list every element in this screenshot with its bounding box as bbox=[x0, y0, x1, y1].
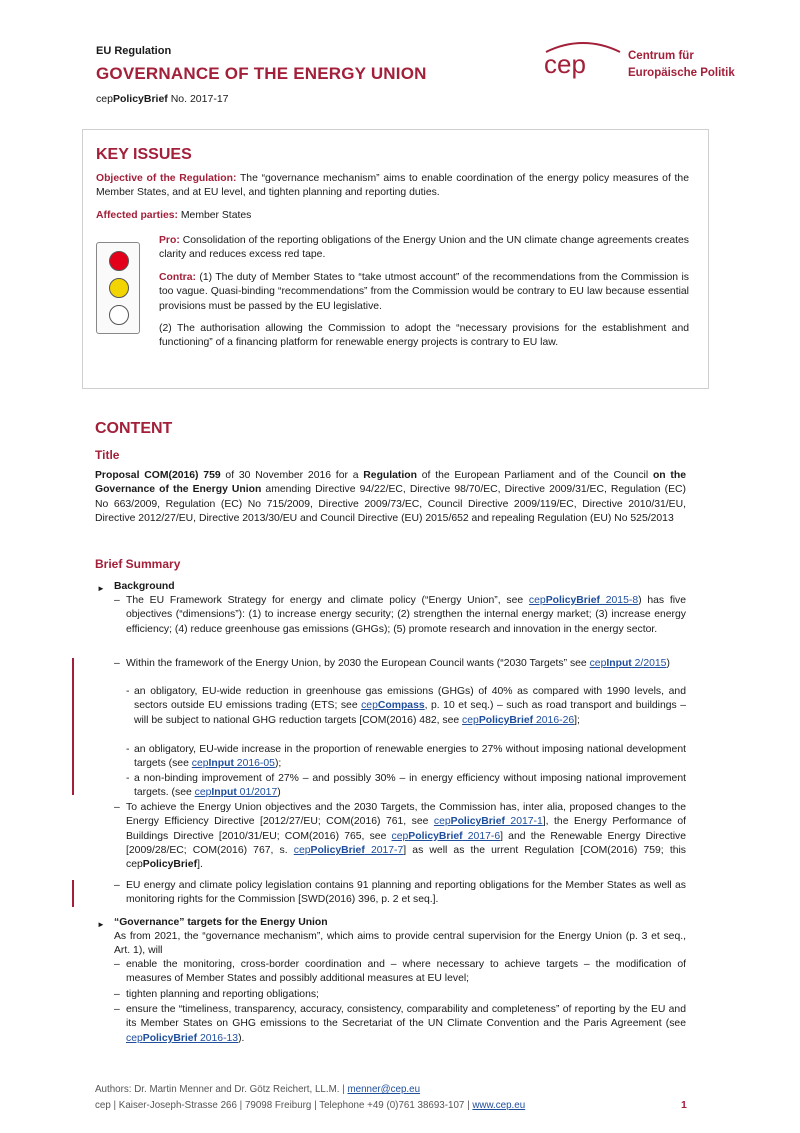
target-item-1: an obligatory, EU-wide reduction in greenhouse gas emissions (GHGs) of 40% as compared with 1990 levels, and sectors outside EU emissions trading (ETS; see cepCompass, p. 10 et seq.) – such as road transport and buildings – will be subject to national GHG reduction targets [COM(2016) 482, see cepPolicyBrief 2016-26]; bbox=[134, 686, 686, 726]
contra-paragraph-2: (2) The authorisation allowing the Commission to adopt the “necessary provisions for the establishment and functioning” of a financing platform for renewable energy projects is contrary to EU law. bbox=[159, 323, 689, 349]
page-header bbox=[96, 42, 756, 112]
footer-address: cep | Kaiser-Joseph-Strasse 266 | 79098 Freiburg | Telephone +49 (0)761 38693-107 | www.cep.eu bbox=[95, 1099, 526, 1111]
input-2-2015-link[interactable]: cepInput 2/2015 bbox=[589, 658, 667, 669]
background-item-3: To achieve the Energy Union objectives and the 2030 Targets, the Commission has, inter alia, proposed changes to the Energy Efficiency Directive [2012/27/EU; COM(2016) 761, see cepPolicyBrief 2017-1], the Energy Performance of Buildings Directive [2010/31/EU; COM(2016) 765, see cepPolicyBrief 2017-6] and the Renewable Energy Directive [2009/28/EC; COM(2016) 767, s. cepPolicyBrief 2017-7] as well as the urrent Regulation [COM(2016) 759; this cepPolicyBrief]. bbox=[126, 802, 687, 871]
governance-intro: As from 2021, the “governance mechanism”, which aims to provide central supervision for the Energy Union (p. 3 et seq., Art. 1), will bbox=[114, 931, 686, 957]
title-subheading: Title bbox=[95, 448, 120, 462]
bullet-triangle-icon: ► bbox=[97, 584, 105, 593]
yellow-light-icon bbox=[109, 278, 129, 298]
sub-bullet: - bbox=[126, 773, 130, 784]
page-footer bbox=[95, 1082, 695, 1113]
page-number: 1 bbox=[681, 1099, 687, 1111]
dash-bullet: – bbox=[114, 959, 120, 970]
policybrief-2017-7-link[interactable]: cepPolicyBrief 2017-7 bbox=[293, 845, 404, 857]
series-label: cepPolicyBrief No. 2017-17 bbox=[96, 93, 229, 105]
target-item-3: a non-binding improvement of 27% – and possibly 30% – in energy efficiency without imposing national improvement targets. (see cepInput 01/2017) bbox=[134, 773, 686, 799]
governance-item-3: ensure the “timeliness, transparency, accuracy, consistency, comparability and completeness” of reporting by the EU and its Member States on GHG emissions to the Secretariat of the UN Climate Convention and the Paris Agreement (see cepPolicyBrief 2016-13). bbox=[126, 1004, 686, 1044]
title-paragraph: Proposal COM(2016) 759 of 30 November 2016 for a Regulation of the European Parliament and of the Council on the Governance of the Energy Union amending Directive 94/22/EC, Directive 98/70/EC, Directive 2009/31/EC, Regulation (EC) No 663/2009, Regulation (EC) No 715/2009, Directive 2009/73/EC, Council Directive 2009/119/EC, Directive 2010/31/EU, Directive 2012/27/EU, Directive 2013/30/EU and Council Directive (EU) 2015/652 and repealing Regulation (EU) No 525/2013 bbox=[95, 470, 686, 525]
red-light-icon bbox=[109, 251, 129, 271]
background-item-4: EU energy and climate policy legislation contains 91 planning and reporting obligations for the Member States as well as monitoring rights for the Commission [SWD(2016) 396, p. 2 et seq.]. bbox=[126, 880, 686, 906]
governance-heading: “Governance” targets for the Energy Union bbox=[114, 917, 328, 928]
cep-logo-text: Centrum für Europäische Politik bbox=[628, 50, 735, 80]
background-item-2: Within the framework of the Energy Union, by 2030 the European Council wants (“2030 Targets” see cepInput 2/2015) bbox=[126, 658, 670, 669]
document-kicker: EU Regulation bbox=[96, 45, 172, 57]
policybrief-2017-6-link[interactable]: cepPolicyBrief 2017-6 bbox=[391, 830, 501, 842]
dash-bullet: – bbox=[114, 989, 120, 1000]
contra-paragraph: Contra: (1) The duty of Member States to “take utmost account” of the recommendations from the Commission is too vague. Quasi-binding “recommendations” from the Commission would be contrary to EU law because essential provisions must be passed by the EU legislative. bbox=[159, 272, 689, 312]
dash-bullet: – bbox=[114, 802, 120, 813]
background-item-1: The EU Framework Strategy for energy and climate policy (“Energy Union”, see cepPolicyBrief 2015-8) has five objectives (“dimensions”): (1) to increase energy security; (2) strengthen the internal energy market; (3) increase energy efficiency; (4) reduce greenhouse gas emissions (GHGs); (5) promote research and innovation in the energy sector. bbox=[126, 595, 687, 635]
dash-bullet: – bbox=[114, 880, 120, 891]
document-title: GOVERNANCE OF THE ENERGY UNION bbox=[96, 64, 427, 83]
sub-bullet: - bbox=[126, 744, 130, 755]
affected-parties-paragraph: Affected parties: Member States bbox=[96, 210, 252, 221]
key-issues-box bbox=[82, 129, 709, 389]
compass-link[interactable]: cepCompass bbox=[361, 700, 425, 712]
objective-paragraph: Objective of the Regulation: The “governance mechanism” aims to enable coordination of the energy policy measures of the Member States, and at EU level, and tighten planning and reporting duties. bbox=[96, 173, 689, 199]
policybrief-2016-13-link[interactable]: cepPolicyBrief 2016-13 bbox=[126, 1032, 239, 1044]
key-issues-title: KEY ISSUES bbox=[96, 146, 192, 163]
footer-authors: Authors: Dr. Martin Menner and Dr. Götz Reichert, LL.M. | menner@cep.eu bbox=[95, 1084, 421, 1095]
dash-bullet: – bbox=[114, 658, 120, 669]
dash-bullet: – bbox=[114, 595, 120, 606]
content-title: CONTENT bbox=[95, 420, 173, 437]
traffic-light-icon bbox=[96, 242, 140, 334]
policybrief-2016-26-link[interactable]: cepPolicyBrief 2016-26 bbox=[462, 714, 575, 726]
policybrief-2015-8-link[interactable]: cepPolicyBrief 2015-8 bbox=[528, 595, 639, 606]
white-light-icon bbox=[109, 305, 129, 325]
input-2016-05-link[interactable]: cepInput 2016-05 bbox=[191, 758, 275, 770]
email-link[interactable]: menner@cep.eu bbox=[347, 1084, 421, 1095]
pro-paragraph: Pro: Consolidation of the reporting obligations of the Energy Union and the UN climate change agreements creates clarity and reduces excess red tape. bbox=[159, 235, 689, 261]
governance-item-2: tighten planning and reporting obligations; bbox=[126, 989, 319, 1000]
cep-logo-mark bbox=[540, 42, 624, 82]
target-item-2: an obligatory, EU-wide increase in the proportion of renewable energies to 27% without imposing national development targets (see cepInput 2016-05); bbox=[134, 744, 686, 770]
dash-bullet: – bbox=[114, 1004, 120, 1015]
policybrief-2017-1-link[interactable]: cepPolicyBrief 2017-1 bbox=[433, 816, 543, 828]
input-01-2017-link[interactable]: cepInput 01/2017 bbox=[194, 787, 278, 799]
governance-item-1: enable the monitoring, cross-border coordination and – where necessary to achieve targets – the modification of measures of Member States and possibly additional measures at EU level; bbox=[126, 959, 686, 985]
change-margin-bar bbox=[72, 880, 74, 907]
cep-logo bbox=[540, 42, 756, 82]
sub-bullet: - bbox=[126, 686, 130, 697]
svg-text:cep: cep bbox=[544, 49, 586, 79]
brief-summary-subheading: Brief Summary bbox=[95, 557, 181, 571]
background-heading: Background bbox=[114, 581, 175, 592]
bullet-triangle-icon: ► bbox=[97, 920, 105, 929]
website-link[interactable]: www.cep.eu bbox=[472, 1099, 526, 1111]
change-margin-bar bbox=[72, 658, 74, 795]
